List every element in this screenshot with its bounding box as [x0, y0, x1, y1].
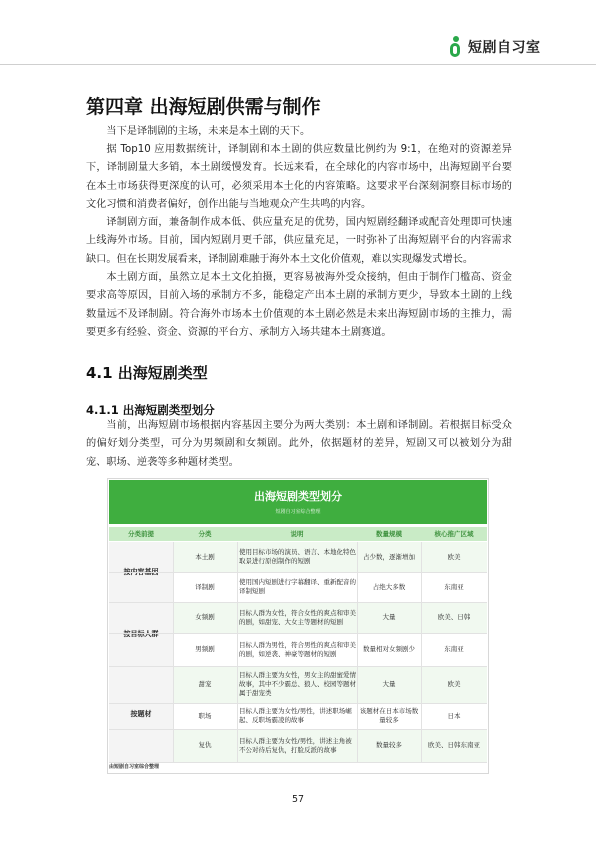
cell-desc: 目标人群主要为女性，男女主的甜蜜爱情故事，其中不少霸总、狼人、校园等题材属于甜宠类 [239, 671, 356, 697]
row-divider [109, 762, 487, 763]
cell-scale: 大量 [382, 613, 396, 621]
cell-region: 日本 [447, 711, 461, 720]
column-divider [357, 542, 358, 762]
paragraph-dubbed: 译制剧方面，兼备制作成本低、供应量充足的优势，国内短剧经翻译或配音处理即可快速上线海外市场。目前，国内短剧月更千部，供应量充足，一时弥补了出海短剧平台的内容需求缺口。但在长期发展看来，译制剧难融于海外本土文化价值观，难以实现爆发式增长。 [86, 217, 512, 265]
cell-region: 东南亚 [444, 582, 464, 591]
row-divider [109, 729, 487, 730]
brand-logo-icon [448, 36, 464, 58]
cell-scale: 占绝大多数 [372, 582, 406, 591]
page-number: 57 [291, 794, 305, 805]
cell-desc: 目标人群主要为女性/男性，讲述主角被不公对待后复仇，打脸反派的故事 [239, 736, 352, 754]
table-title: 出海短剧类型划分 [254, 490, 342, 503]
chapter-title: 第四章 出海短剧供需与制作 [86, 96, 321, 118]
table-subtitle: 短剧自习室综合整理 [275, 509, 321, 515]
group-cell-audience [109, 602, 173, 666]
paragraph-intro: 当下是译制剧的主场，未来是本土剧的天下。 [106, 126, 311, 137]
table-column-headers [109, 527, 487, 541]
header-divider [0, 64, 596, 65]
column-header: 数量规模 [376, 530, 402, 538]
row-divider [109, 666, 487, 667]
column-header: 分类 [198, 530, 212, 538]
column-divider [173, 542, 174, 762]
brand-name: 短剧自习室 [468, 40, 541, 56]
paragraph-local: 本土剧方面，虽然立足本土文化拍摄，更容易被海外受众接纳，但由于制作门槛高、资金要求高等原因，目前入场的承制方不多，能稳定产出本土剧的承制方更少，导致本土剧的上线数量远不及译制剧。符合海外市场本土价值观的本土剧必然是未来出海短剧市场的主推力，需要更多有经验、资金、资源的平台方、承制方入场共建本土剧赛道。 [86, 272, 512, 339]
cell-region: 欧美、日韩 [437, 613, 471, 621]
column-header: 说明 [290, 530, 304, 538]
cell-region: 欧美 [447, 680, 461, 688]
column-divider [421, 542, 422, 762]
cell-scale: 占少数，逐渐增加 [363, 552, 415, 561]
cell-region: 欧美、日韩东南亚 [428, 741, 480, 749]
cell-type: 男频剧 [195, 645, 215, 653]
cell-type: 本土剧 [195, 552, 215, 561]
group-cell-genre: 按题材 [109, 666, 173, 762]
cell-desc: 目标人群为男性，符合男性的爽点和审美的剧，如逆袭、神豪等题材的短剧 [239, 640, 356, 658]
cell-scale: 大量 [382, 680, 396, 688]
column-header: 核心推广区域 [434, 530, 474, 538]
types-table [107, 478, 489, 774]
cell-type: 职场 [198, 711, 212, 720]
cell-type: 女频剧 [195, 613, 215, 621]
row-divider [109, 633, 487, 634]
cell-desc: 目标人群为女性，符合女性的爽点和审美的剧，如甜宠、大女主等题材的短剧 [239, 608, 356, 626]
cell-scale: 该题材在日本市场数量较多 [359, 707, 419, 724]
row-divider [109, 602, 487, 603]
subsection-title: 4.1.1 出海短剧类型划分 [86, 403, 215, 417]
column-header: 分类前提 [128, 530, 154, 538]
row-divider [109, 703, 487, 704]
cell-desc: 目标人群主要为女性/男性，讲述职场崛起、反职场霸凌的故事 [239, 707, 352, 724]
cell-scale: 数量较多 [376, 741, 402, 749]
cell-type: 复仇 [198, 741, 212, 749]
subsection-paragraph: 当前，出海短剧市场根据内容基因主要分为两大类别：本土剧和译制剧。若根据目标受众的偏好划分类型，可分为男频剧和女频剧。此外，依据题材的差异，短剧又可以被划分为甜宠、职场、逆袭等多种题材类型。 [86, 420, 512, 468]
row-divider [109, 572, 487, 573]
cell-type: 甜宠 [198, 680, 212, 688]
column-divider [237, 542, 238, 762]
cell-region: 东南亚 [444, 645, 464, 653]
cell-scale: 数量相对女频剧少 [363, 645, 415, 653]
cell-desc: 使用国内短剧进行字幕翻译、重新配音的译制短剧 [239, 578, 356, 595]
table-header-banner [109, 480, 487, 524]
brand-logo [448, 36, 541, 58]
section-title: 4.1 出海短剧类型 [86, 364, 208, 382]
cell-type: 译制剧 [195, 582, 215, 591]
cell-region: 欧美 [447, 552, 461, 561]
cell-desc: 使用目标市场的演员、语言、本地化特色取景进行原创制作的短剧 [239, 548, 356, 565]
table-source-note: 由短剧自习室综合整理 [109, 764, 160, 770]
paragraph-data: 据 Top10 应用数据统计，译制剧和本土剧的供应数量比例约为 9:1，在绝对的资源差异下，译制剧量大多销，本土剧缓慢发育。长远来看，在全球化的内容市场中，出海短剧平台要在本土市场获得更深度的认可，必须采用本土化的内容策略。这要求平台深刻洞察目标市场的文化习惯和消费者偏好，创作出能与当地观众产生共鸣的内容。 [86, 144, 512, 211]
